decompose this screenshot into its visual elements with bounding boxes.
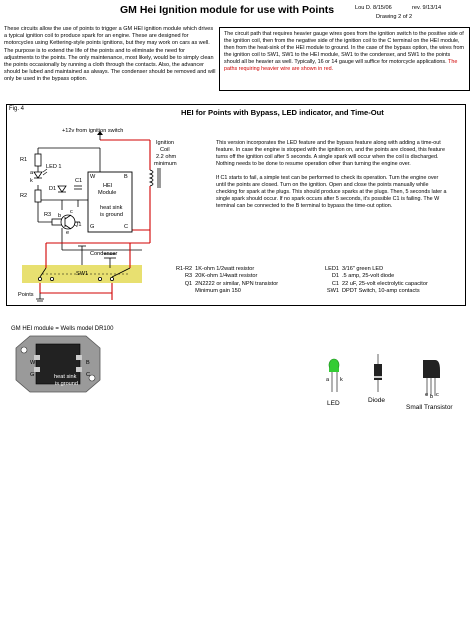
author-date: Lou D. 8/15/06 — [355, 5, 392, 11]
page-title: GM Hei Ignition module for use with Points — [120, 4, 335, 16]
led-caption: LED — [327, 400, 340, 407]
pin-c — [76, 367, 82, 372]
drawing-number: Drawing 2 of 2 — [376, 14, 413, 20]
figure-label: Fig. 4 — [9, 106, 25, 112]
coil-label-2: Coil — [160, 147, 170, 153]
intro-paragraph: These circuits allow the use of points to trigger a GM HEI ignition module which drives a typical ignition coil to produce spark for an engine. These are designed for motorcycles using Kettering-style points ignitions, but they may work on cars as well. The purpose is to extend the life of the points and to eliminate the need for adjustments to the points. The only maintenance, most likely, would be to simply clean the points occasionally by running a cloth through the contacts. Also, the advancer should be lubed and maintained as always. The condenser should be removed and will only be used in the bypass option. — [4, 26, 216, 83]
parts-row: D1 .5 amp, 25-volt diode — [331, 273, 395, 280]
q1-e-label: e — [66, 230, 70, 236]
led1-label: LED 1 — [46, 164, 62, 170]
pin-g — [34, 367, 40, 372]
sw1-label: SW1 — [76, 271, 89, 277]
heavy-path-red-note: The paths requiring heavier wire are shown in red. — [224, 59, 458, 73]
heatsink-label-2: is ground — [100, 212, 124, 218]
r1-label: R1 — [20, 157, 28, 163]
parts-row: SW1 DPDT Switch, 10-amp contacts — [326, 288, 420, 295]
r3-resistor — [52, 219, 62, 225]
r1-resistor — [35, 154, 41, 166]
hei-label-1: HEI — [103, 183, 113, 189]
desc-paragraph-1: This version incorporates the LED feature and the bypass feature along with adding a time-out feature. In case the engine is stopped with the ignition on, and the points are closed, this feature turns off the ignition coil after 5 seconds. A single spark will occur when the coil is discharged. Nothing needs to be done to resume operation other than turning the engine over. — [216, 140, 445, 167]
terminal-c-label: C — [124, 224, 129, 230]
transistor-illustration — [423, 360, 440, 378]
heavy-path-text: The circuit path that requires heavier gauge wires goes from the ignition switch to the positive side of the ignition coil, then from the negative side of the ignition coil to the C terminal on the HEI module, then from the heat-sink of the HEI module to ground. In the case of the bypass option, the wires from the ignition coil to SW1, SW1 to the HEI module, SW1 to the condenser, and SW1 to the points should all be heavier as well. Typically, 16 or 14 gauge will suffice for motorcycle applications. — [224, 31, 465, 66]
terminal-w-label: W — [90, 174, 96, 180]
module-pin-b: B — [86, 360, 90, 366]
parts-list-right — [325, 266, 431, 296]
figure-description — [216, 140, 448, 217]
module-heatsink-1: heat sink — [54, 374, 77, 380]
d1-diode — [58, 186, 66, 192]
tr-c-pin: c — [436, 392, 439, 398]
diode-caption: Diode — [368, 397, 385, 404]
heatsink-label-1: heat sink — [100, 205, 123, 211]
d1-label: D1 — [49, 186, 57, 192]
parts-row: Q1 2N2222 or similar, NPN transistor — [184, 280, 279, 287]
figure-title: HEI for Points with Bypass, LED indicator, and Time-Out — [181, 108, 384, 117]
supply-label: +12v from ignition switch — [62, 128, 124, 134]
led1-symbol — [34, 172, 42, 178]
desc-paragraph-2: If C1 starts to fail, a simple test can be performed to check its operation. Turn the engine over until the points are closed. Turn on the ignition. Open and close the points manually while checking for spark at the plugs. This should produce sparks at the plugs. Then, 5 seconds later a single spark should occur. If no spark occurs after 5 seconds, it's possible C1 is failing. The W terminal can be connected to the B terminal to bypass the time-out option. — [216, 175, 447, 209]
c1-label: C1 — [75, 178, 83, 184]
module-pin-w: W — [30, 360, 36, 366]
parts-list-left — [176, 266, 281, 296]
terminal-b-label: B — [124, 174, 128, 180]
coil-label-4: minimum — [154, 161, 177, 167]
led-a-pin: a — [326, 377, 330, 383]
coil-label-1: Ignition — [156, 140, 175, 146]
hei-module-box — [88, 172, 132, 232]
parts-row: C1 22 uF, 25-volt electrolytic capacitor — [331, 280, 428, 287]
r3-label: R3 — [44, 212, 52, 218]
terminal-g-label: G — [90, 224, 95, 230]
transistor-caption: Small Transistor — [406, 404, 453, 411]
condenser-label: Condenser — [90, 251, 118, 257]
parts-row: R3 20K-ohm 1/4watt resistor — [185, 273, 258, 280]
parts-row: Minimum gain 150 — [195, 288, 241, 295]
module-heatsink-2: is ground — [55, 381, 79, 387]
tr-e-pin: e — [425, 392, 429, 398]
hei-label-2: Module — [98, 190, 117, 196]
module-caption: GM HEI module = Wells model DR100 — [11, 326, 114, 332]
q1-b-label: b — [58, 213, 62, 219]
ignition-coil-symbol — [150, 170, 153, 186]
r2-resistor — [35, 190, 41, 202]
led-a-label: a — [30, 170, 34, 176]
revision: rev. 9/13/14 — [412, 5, 442, 11]
module-pin-c: C — [86, 372, 91, 378]
tr-b-pin: b — [430, 394, 434, 400]
parts-row: R1-R2 1K-ohm 1/2watt resistor — [176, 266, 255, 272]
q1-c-label: c — [70, 209, 73, 215]
pin-b — [76, 355, 82, 360]
led-k-pin: k — [340, 377, 343, 383]
coil-label-3: 2.2 ohm — [156, 154, 177, 160]
parts-row: LED1 3/16" green LED — [325, 266, 384, 272]
mounting-hole — [21, 347, 27, 353]
led-k-label: k — [30, 178, 33, 184]
module-pin-g: G — [30, 372, 35, 378]
r2-label: R2 — [20, 193, 28, 199]
q1-label: Q1 — [74, 222, 82, 228]
points-label: Points — [18, 292, 34, 298]
